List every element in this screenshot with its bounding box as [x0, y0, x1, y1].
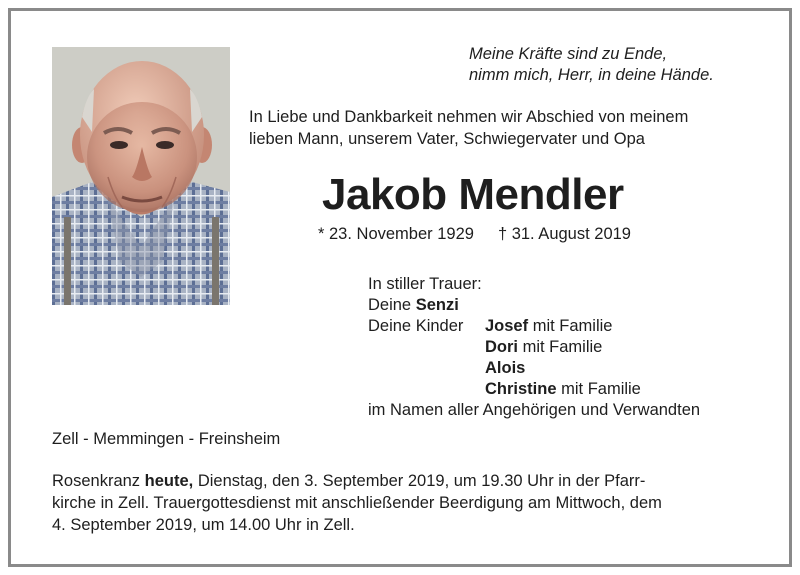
- spouse-name: Senzi: [415, 296, 459, 314]
- child-name: Christine: [485, 380, 557, 398]
- child-row: [368, 316, 768, 337]
- child-row: [368, 358, 768, 379]
- service-info: [52, 470, 772, 536]
- intro-line-2: lieben Mann, unserem Vater, Schwiegervater und Opa: [249, 130, 645, 148]
- child-suffix: mit Familie: [522, 338, 603, 356]
- birth-date: * 23. November 1929: [318, 225, 474, 243]
- death-date: † 31. August 2019: [497, 225, 631, 243]
- children-prefix: Deine Kinder: [368, 317, 464, 335]
- child-suffix: mit Familie: [532, 317, 613, 335]
- spouse-row: [368, 295, 768, 316]
- child-name: Dori: [485, 338, 518, 356]
- intro-line-1: In Liebe und Dankbarkeit nehmen wir Abschied von meinem: [249, 108, 689, 126]
- quote-line-2: nimm mich, Herr, in deine Hände.: [469, 66, 714, 84]
- places-line: Zell - Memmingen - Freinsheim: [52, 430, 281, 448]
- child-suffix: mit Familie: [561, 380, 641, 398]
- intro-text: [249, 106, 769, 150]
- deceased-name: Jakob Mendler: [322, 170, 624, 219]
- bible-quote: [469, 44, 769, 86]
- child-name: Alois: [485, 359, 526, 377]
- service-line-3: 4. September 2019, um 14.00 Uhr in Zell.: [52, 516, 355, 534]
- child-row: [368, 337, 768, 358]
- child-name: Josef: [485, 317, 529, 335]
- service-line-1: [52, 470, 772, 492]
- portrait-photo: [52, 47, 230, 305]
- mourners-heading: In stiller Trauer:: [368, 275, 482, 293]
- service-today: heute,: [144, 472, 194, 490]
- spouse-prefix: Deine: [368, 296, 412, 314]
- child-row: [368, 379, 768, 400]
- quote-line-1: Meine Kräfte sind zu Ende,: [469, 45, 668, 63]
- service-rosary-label: Rosenkranz: [52, 472, 141, 490]
- mourners-block: [368, 274, 768, 421]
- mourners-closing: im Namen aller Angehörigen und Verwandten: [368, 401, 701, 419]
- service-rosary-details: Dienstag, den 3. September 2019, um 19.30 Uhr in der Pfarr-: [197, 472, 646, 490]
- service-line-2: kirche in Zell. Trauergottesdienst mit anschließender Beerdigung am Mittwoch, dem: [52, 494, 662, 512]
- life-dates: [318, 223, 631, 245]
